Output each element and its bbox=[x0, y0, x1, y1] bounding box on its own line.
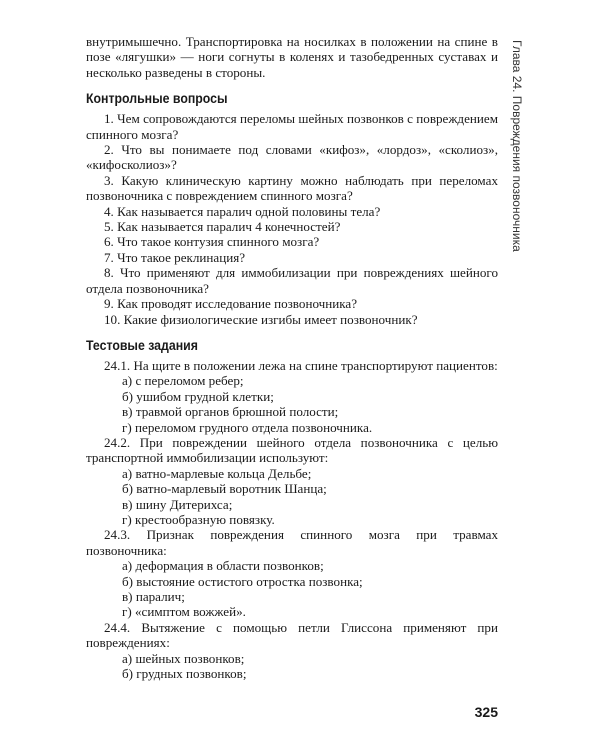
question-item: 2. Что вы понимаете под словами «кифоз», «лордоз», «сколиоз», «кифосколиоз»? bbox=[86, 142, 498, 173]
question-item: 4. Как называется паралич одной половины тела? bbox=[104, 203, 381, 219]
test-option: б) выстояние остистого отростка позвонка; bbox=[122, 573, 363, 589]
question-item: 1. Чем сопровождаются переломы шейных позвонков с повреждением спинного мозга? bbox=[86, 111, 498, 142]
test-tasks-heading: Тестовые задания bbox=[86, 336, 198, 353]
question-item: 3. Какую клиническую картину можно наблюдать при переломах позвоночника с повреждением спинного мозга? bbox=[86, 172, 498, 204]
test-question: 24.3. Признак повреждения спинного мозга при травмах позвоночника: bbox=[86, 527, 498, 558]
test-option: г) крестообразную повязку. bbox=[122, 511, 275, 527]
test-option: г) «симптом вожжей». bbox=[122, 604, 246, 620]
page-number: 325 bbox=[474, 704, 498, 720]
test-option: в) шину Дитерихса; bbox=[122, 496, 233, 512]
test-question: 24.4. Вытяжение с помощью петли Глиссона применяют при повреждениях: bbox=[86, 619, 498, 651]
control-questions-heading: Контрольные вопросы bbox=[86, 90, 228, 107]
chapter-running-head: Глава 24. Повреждения позвоночника bbox=[510, 40, 524, 252]
test-option: в) паралич; bbox=[122, 589, 185, 604]
question-item: 5. Как называется паралич 4 конечностей? bbox=[104, 219, 341, 235]
test-option: а) с переломом ребер; bbox=[122, 373, 244, 389]
question-item: 6. Что такое контузия спинного мозга? bbox=[104, 234, 320, 250]
page-body bbox=[86, 34, 498, 681]
test-question: 24.2. При повреждении шейного отдела позвоночника с целью транспортной иммобилизации используют: bbox=[86, 434, 498, 466]
question-item: 9. Как проводят исследование позвоночника? bbox=[104, 296, 358, 312]
test-option: а) деформация в области позвонков; bbox=[122, 558, 324, 574]
control-questions-list bbox=[86, 111, 498, 327]
test-option: в) травмой органов брюшной полости; bbox=[122, 404, 339, 420]
test-tasks-list bbox=[86, 358, 498, 682]
test-option: б) ватно-марлевый воротник Шанца; bbox=[122, 481, 327, 497]
question-item: 10. Какие физиологические изгибы имеет позвоночник? bbox=[104, 311, 418, 327]
test-option: б) грудных позвонков; bbox=[122, 666, 247, 682]
test-option: б) ушибом грудной клетки; bbox=[122, 388, 274, 404]
question-item: 7. Что такое реклинация? bbox=[104, 249, 246, 265]
test-option: г) переломом грудного отдела позвоночника. bbox=[122, 419, 373, 435]
test-option: а) шейных позвонков; bbox=[122, 650, 245, 666]
question-item: 8. Что применяют для иммобилизации при повреждениях шейного отдела позвоночника? bbox=[86, 265, 498, 296]
test-option: а) ватно-марлевые кольца Дельбе; bbox=[122, 465, 312, 481]
test-question: 24.1. На щите в положении лежа на спине транспортируют пациентов: bbox=[104, 357, 498, 373]
intro-paragraph: внутримышечно. Транспортировка на носилках в положении на спине в позе «лягушки» — ноги согнуты в коленях и тазобедренных суставах и несколько разведены в стороны. bbox=[86, 34, 498, 80]
